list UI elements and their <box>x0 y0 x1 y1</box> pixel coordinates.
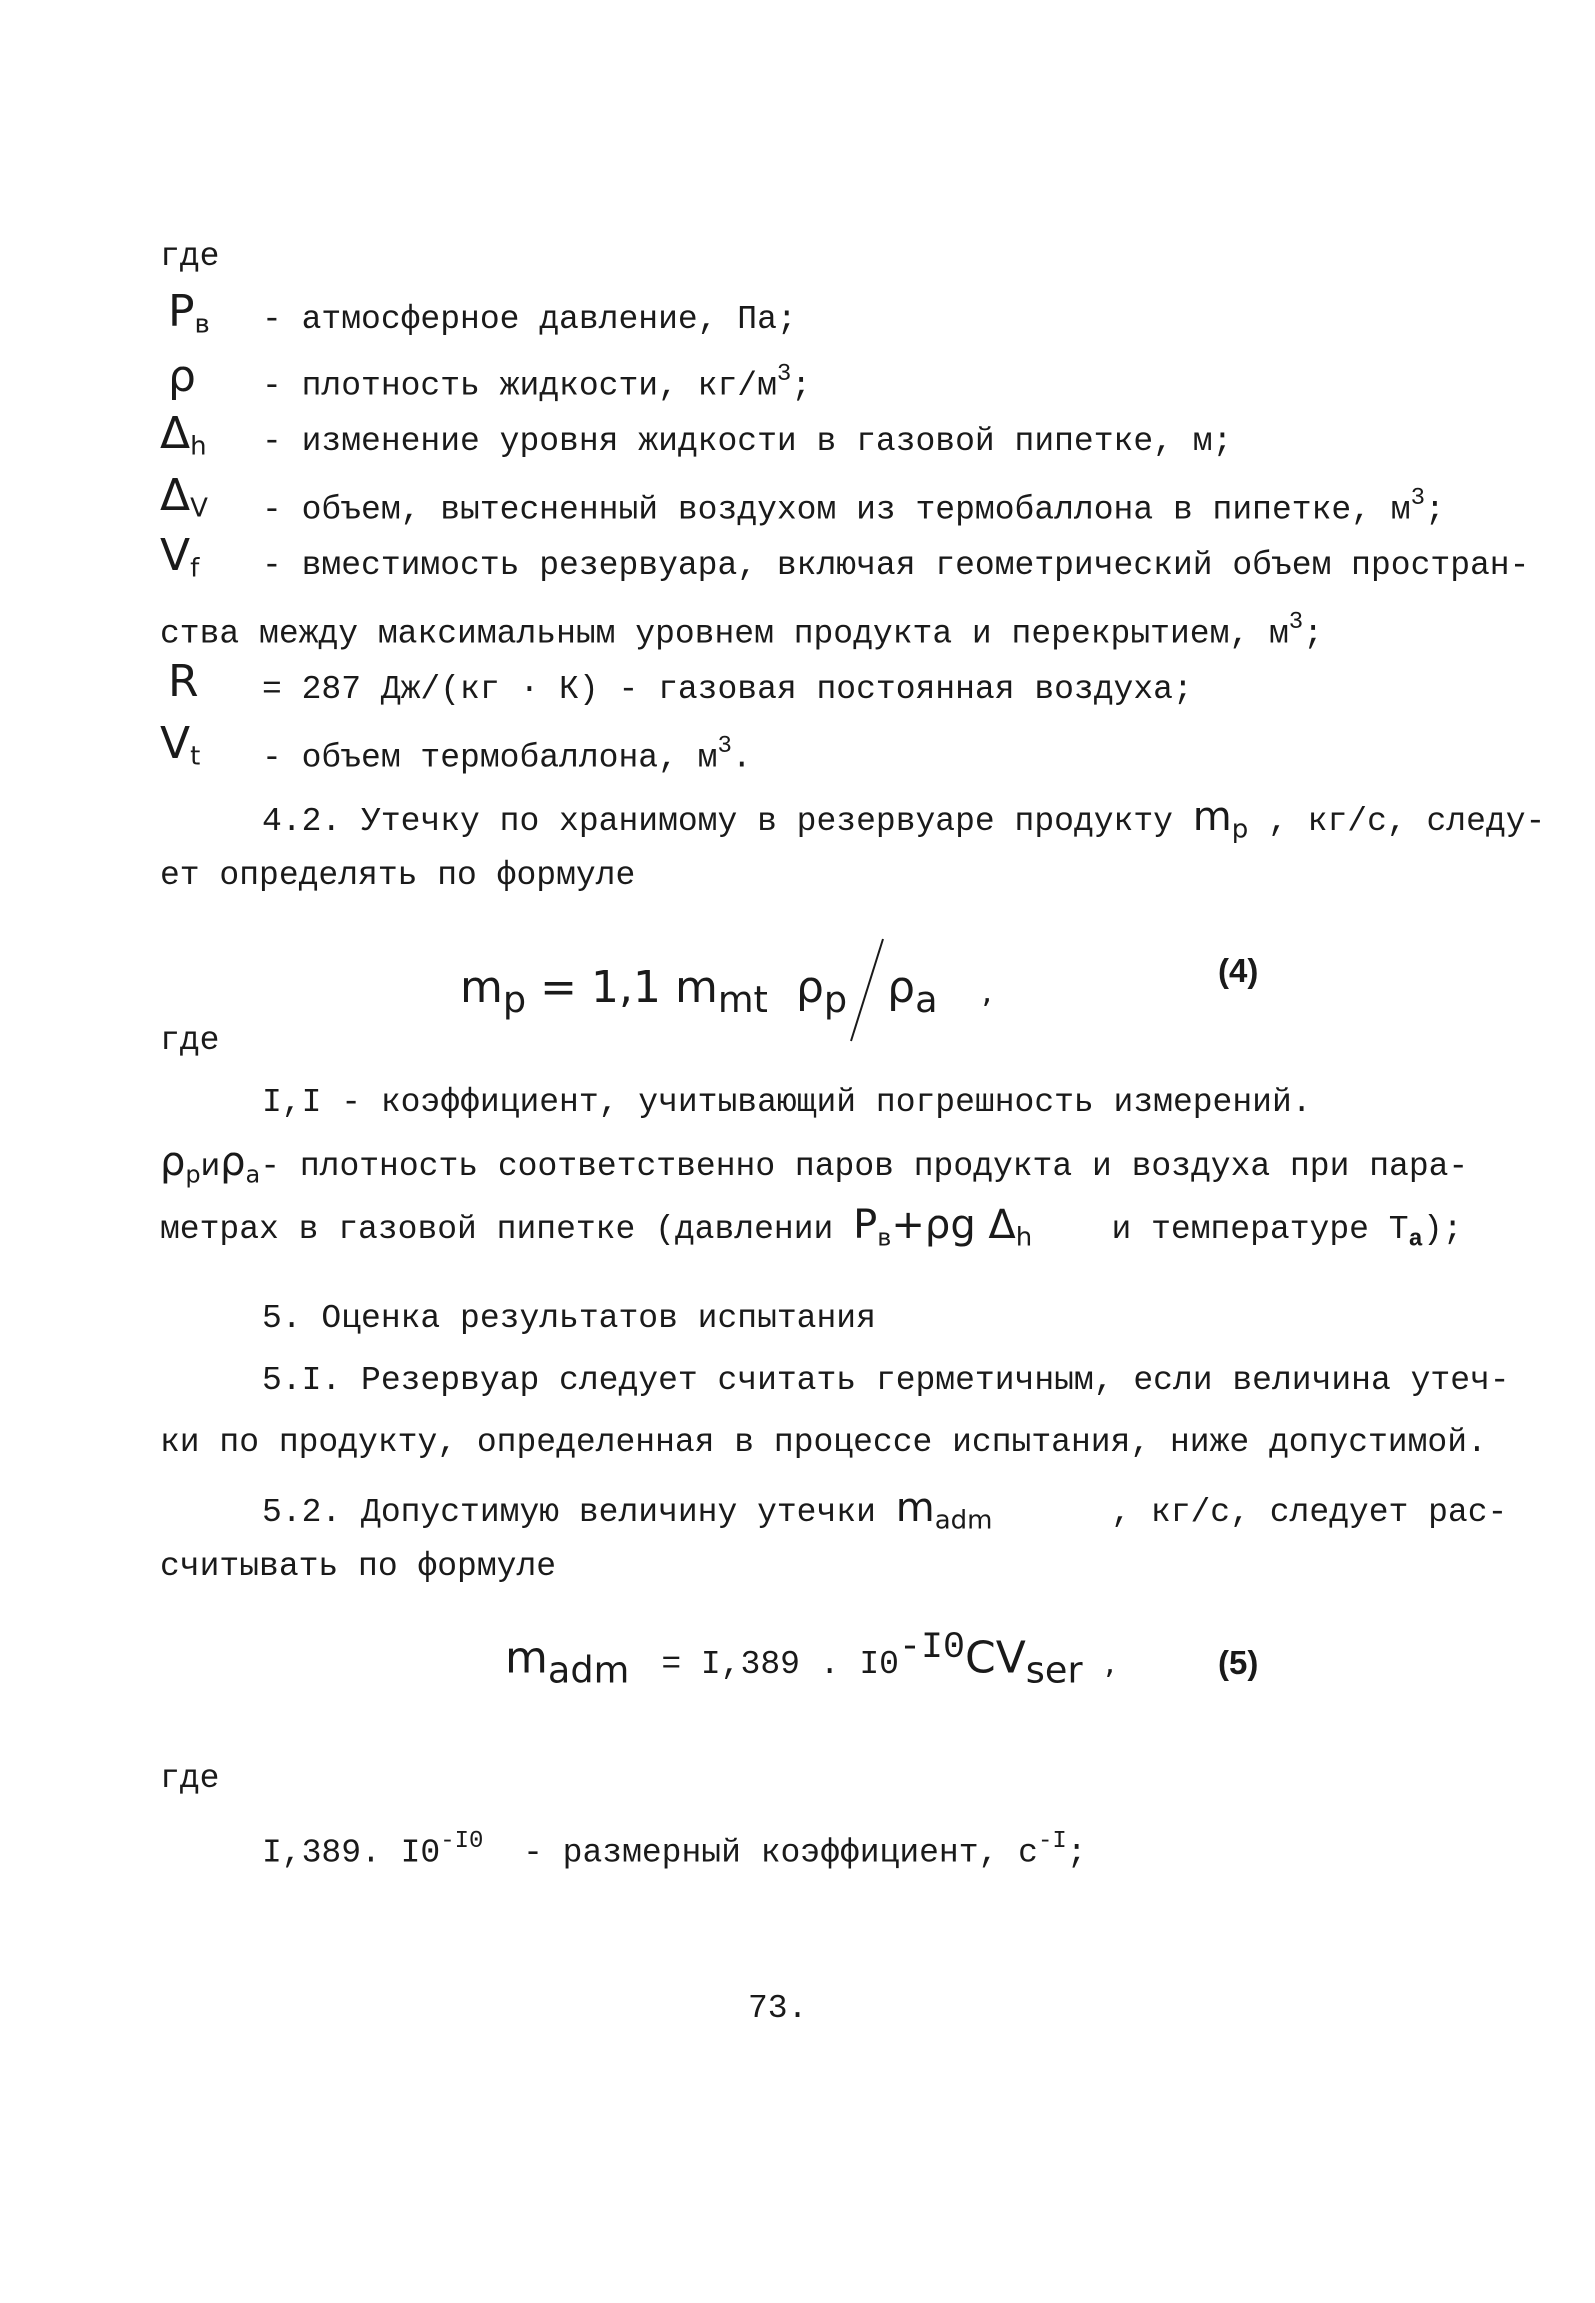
symbol-delta-h: $\Delta_h$ <box>160 408 207 462</box>
symbol-vf: $V_f$ <box>160 530 200 584</box>
symbol-pb: $P_в$ <box>168 286 210 340</box>
paragraph-5-1-line-2: ки по продукту, определенная в процессе испытания, ниже допустимой. <box>160 1424 1487 1461</box>
def-vt-text: - объем термобаллона, $м^3$. <box>262 733 752 777</box>
paragraph-4-2-line-1: 4.2. Утечку по хранимому в резервуаре продукту $m_p$ , кг/с, следу- <box>262 794 1546 845</box>
where-label-2: где <box>160 1022 220 1059</box>
dimensional-coefficient-text: I,389. $I0^{-I0}$ - размерный коэффициент, $с^{-I}$; <box>262 1828 1087 1872</box>
coefficient-1-1-text: I,I - коэффициент, учитывающий погрешность измерений. <box>262 1084 1312 1121</box>
equation-5: $m_{adm} = I,389$ . $I0^{-I0}CV_{ser}$ , <box>505 1627 1116 1692</box>
where-label-3: где <box>160 1760 220 1797</box>
symbol-r: R <box>168 656 199 707</box>
paragraph-5-2-line-1: 5.2. Допустимую величину утечки $m_{adm}$ , кг/с, следует рас- <box>262 1485 1508 1536</box>
density-definition-line-1: $\rho_pи\rho_a-$ плотность соответственно паров продукта и воздуха при пара- <box>160 1139 1469 1189</box>
page-number: 73. <box>748 1990 808 2027</box>
def-rho-text: - плотность жидкости, $кг/м^3$; <box>262 361 812 405</box>
section-5-heading: 5. Оценка результатов испытания <box>262 1300 876 1337</box>
where-label-1: где <box>160 238 220 275</box>
paragraph-5-2-line-2: считывать по формуле <box>160 1548 557 1585</box>
def-vf-text: - вместимость резервуара, включая геометрический объем простран- <box>262 547 1530 584</box>
symbol-delta-v: $\Delta_V$ <box>160 470 208 524</box>
equation-4: $m_p = 1,1$ $m_{mt}$ $\rho_p$ $\rho_a$ , <box>460 935 992 1045</box>
def-delta-h-text: - изменение уровня жидкости в газовой пипетке, м; <box>262 423 1233 460</box>
equation-4-number: (4) <box>1218 952 1259 989</box>
def-pb-text: - атмосферное давление, Па; <box>262 301 797 338</box>
paragraph-4-2-line-2: ет определять по формуле <box>160 857 636 894</box>
density-definition-line-2: метрах в газовой пипетке (давлении $P_в+\rho g$ $\Delta_h$ и температуре $T_a$); <box>160 1202 1463 1254</box>
paragraph-5-1-line-1: 5.I. Резервуар следует считать герметичным, если величина утеч- <box>262 1362 1510 1399</box>
fraction-slash <box>847 935 887 1045</box>
def-r-text: = 287 Дж/(кг · К) - газовая постоянная воздуха; <box>262 671 1193 708</box>
def-delta-v-text: - объем, вытесненный воздухом из термобаллона в пипетке, $м^3$; <box>262 485 1445 529</box>
symbol-vt: $V_t$ <box>160 718 201 772</box>
symbol-rho: ρ <box>168 351 196 402</box>
equation-5-number: (5) <box>1218 1644 1259 1681</box>
def-vf-continuation: ства между максимальным уровнем продукта и перекрытием, $м^3$; <box>160 609 1324 653</box>
